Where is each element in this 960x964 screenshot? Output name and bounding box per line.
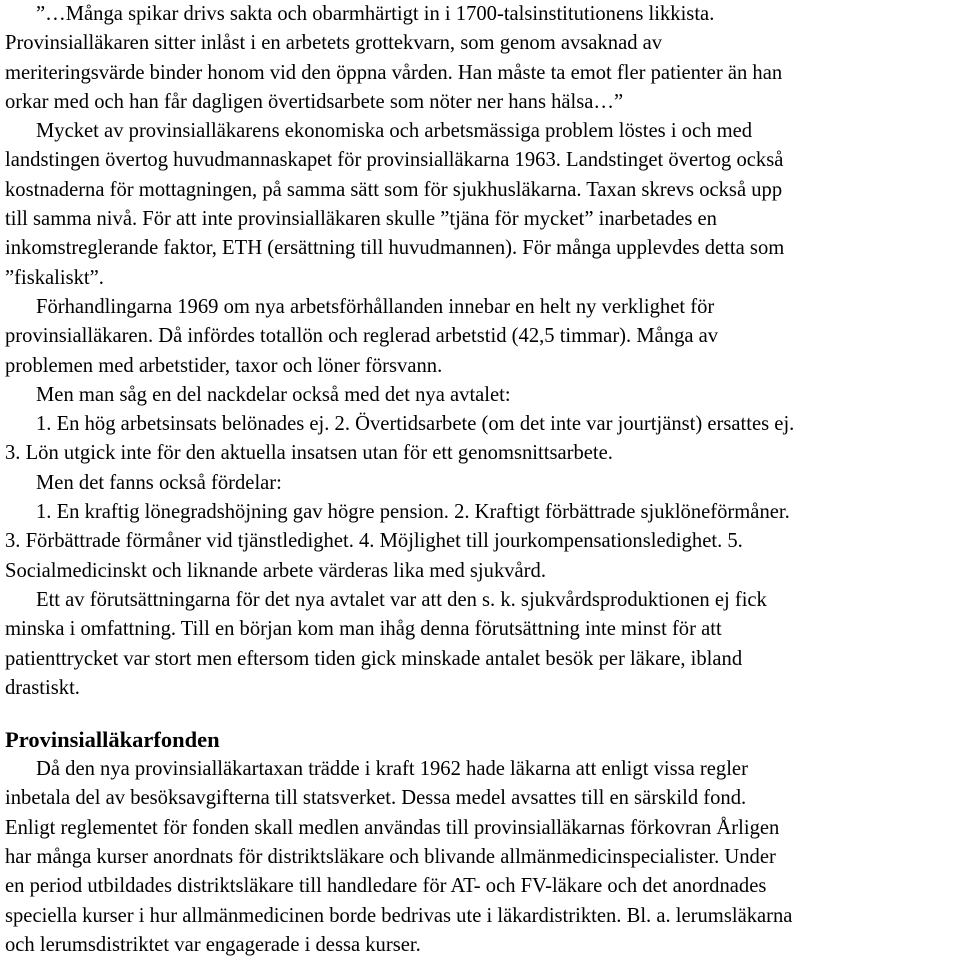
text-line: orkar med och han får dagligen övertidsarbete som nöter ner hans hälsa…” — [5, 90, 624, 113]
text-line: drastiskt. — [5, 676, 80, 699]
text-line: Förhandlingarna 1969 om nya arbetsförhållanden innebar en helt ny verklighet för — [36, 295, 715, 318]
text-line: meriteringsvärde binder honom vid den öppna vården. Han måste ta emot fler patienter än han — [5, 61, 783, 84]
text-line: Ett av förutsättningarna för det nya avtalet var att den s. k. sjukvårdsproduktionen ej fick — [36, 588, 767, 611]
text-line: en period utbildades distriktsläkare till handledare för AT- och FV-läkare och det anordnades — [5, 875, 767, 898]
text-line: Då den nya provinsialläkartaxan trädde i kraft 1962 hade läkarna att enligt vissa regler — [36, 758, 748, 781]
text-line: landstingen övertog huvudmannaskapet för provinsialläkarna 1963. Landstinget övertog också — [5, 149, 784, 172]
text-line: Socialmedicinskt och liknande arbete värderas lika med sjukvård. — [5, 559, 546, 582]
text-line: Enligt reglementet för fonden skall medlen användas till provinsialläkarnas förkovran Årligen — [5, 816, 780, 839]
section-fund-text — [5, 755, 957, 960]
text-line: 1. En kraftig lönegradshöjning gav högre pension. 2. Kraftigt förbättrade sjuklöneförmåner. — [36, 501, 790, 524]
section-gap — [5, 703, 957, 725]
text-line: ”fiskaliskt”. — [5, 266, 104, 289]
text-line: inkomstreglerande faktor, ETH (ersättning till huvudmannen). För många upplevdes detta som — [5, 237, 785, 260]
text-line: och lerumsdistriktet var engagerade i dessa kurser. — [5, 933, 421, 956]
text-line: provinsialläkaren. Då infördes totallön och reglerad arbetstid (42,5 timmar). Många av — [5, 325, 719, 348]
text-line: minska i omfattning. Till en början kom man ihåg denna förutsättning inte minst för att — [5, 618, 722, 641]
text-line: Mycket av provinsialläkarens ekonomiska och arbetsmässiga problem löstes i och med — [36, 120, 753, 143]
text-line: Men man såg en del nackdelar också med det nya avtalet: — [36, 383, 511, 406]
text-line: kostnaderna för mottagningen, på samma sätt som för sjukhusläkarna. Taxan skrevs också upp — [5, 178, 783, 201]
text-line: inbetala del av besöksavgifterna till statsverket. Dessa medel avsattes till en särskild fond. — [5, 787, 747, 810]
text-line: 1. En hög arbetsinsats belönades ej. 2. Övertidsarbete (om det inte var jourtjänst) ersattes ej. — [36, 413, 795, 436]
document-page — [5, 0, 957, 960]
section-heading: Provinsialläkarfonden — [5, 727, 220, 753]
section-body-text — [5, 0, 957, 703]
text-line: har många kurser anordnats för distriktsläkare och blivande allmänmedicinspecialister. Under — [5, 846, 776, 869]
text-line: ”…Många spikar drivs sakta och obarmhärtigt in i 1700-talsinstitutionens likkista. — [36, 3, 715, 25]
text-line: 3. Lön utgick inte för den aktuella insatsen utan för ett genomsnittsarbete. — [5, 442, 613, 465]
text-line: problemen med arbetstider, taxor och löner försvann. — [5, 354, 443, 377]
text-line: 3. Förbättrade förmåner vid tjänstledighet. 4. Möjlighet till jourkompensationsledighet. 5. — [5, 530, 743, 553]
text-line: Provinsialläkaren sitter inlåst i en arbetets grottekvarn, som genom avsaknad av — [5, 32, 663, 55]
text-line: Men det fanns också fördelar: — [36, 471, 282, 494]
text-line: speciella kurser i hur allmänmedicinen borde bedrivas ute i läkardistrikten. Bl. a. lerumsläkarna — [5, 904, 793, 927]
text-line: till samma nivå. För att inte provinsialläkaren skulle ”tjäna för mycket” inarbetades en — [5, 208, 717, 231]
text-line: patienttrycket var stort men eftersom tiden gick minskade antalet besök per läkare, ibland — [5, 647, 743, 670]
